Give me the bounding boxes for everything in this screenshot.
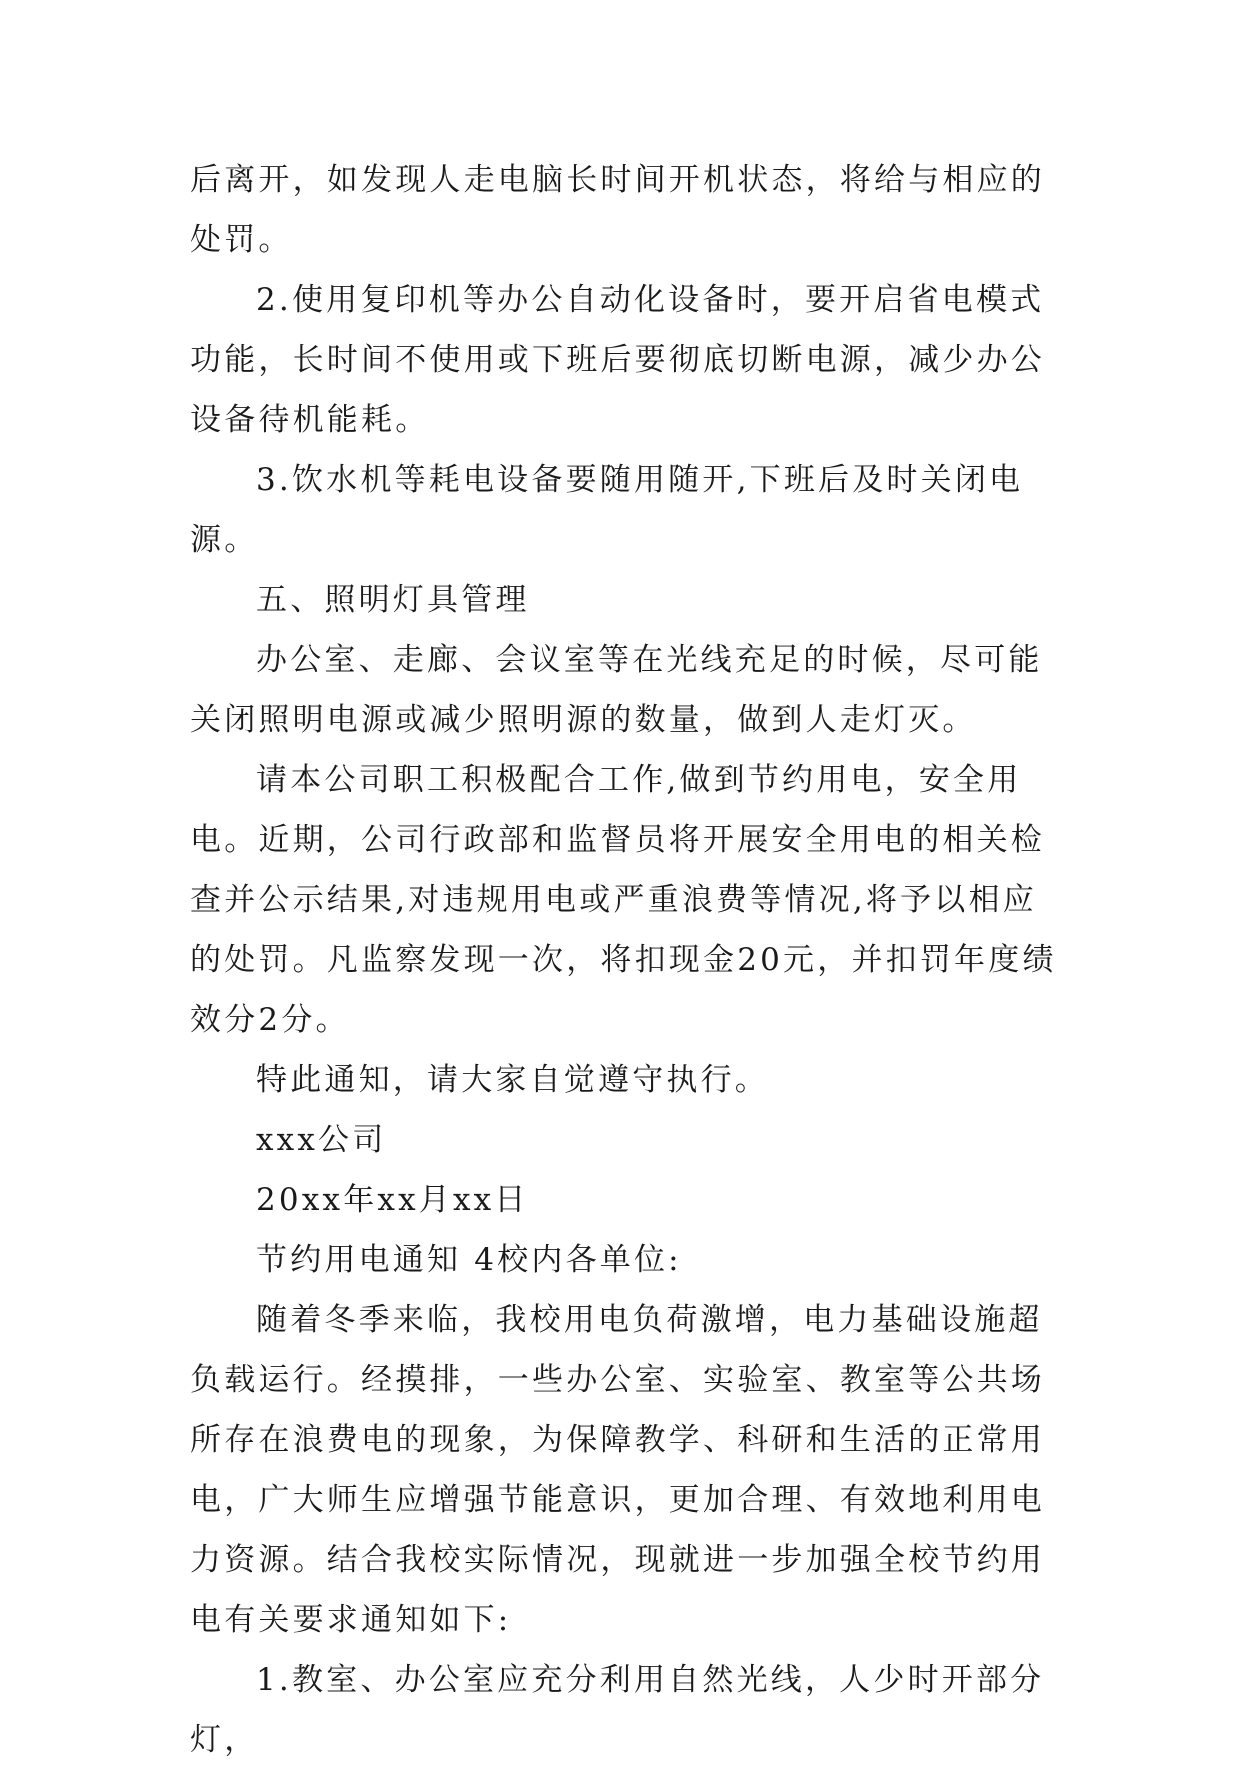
paragraph-lighting-rules: 办公室、走廊、会议室等在光线充足的时候，尽可能关闭照明电源或减少照明源的数量，做到人走灯灭。 — [190, 642, 1043, 738]
paragraph-cooperation-penalty: 请本公司职工积极配合工作,做到节约用电，安全用电。近期，公司行政部和监督员将开展安全用电的相关检查并公示结果,对违规用电或严重浪费等情况,将予以相应的处罚。凡监察发现一次，将扣现金20元，并扣罚年度绩效分2分。 — [190, 762, 1057, 1038]
document-body — [190, 150, 1070, 1770]
paragraph-school-background: 随着冬季来临，我校用电负荷激增，电力基础设施超负载运行。经摸排，一些办公室、实验室、教室等公共场所存在浪费电的现象，为保障教学、科研和生活的正常用电，广大师生应增强节能意识，更加合理、有效地利用电力资源。结合我校实际情况，现就进一步加强全校节约用电有关要求通知如下: — [190, 1302, 1045, 1638]
signature-company: xxx公司 — [256, 1122, 387, 1158]
paragraph-penalty-continuation: 后离开，如发现人走电脑长时间开机状态，将给与相应的处罚。 — [190, 162, 1045, 258]
notice-heading-school: 节约用电通知 4校内各单位: — [256, 1242, 682, 1278]
signature-date: 20xx年xx月xx日 — [256, 1182, 529, 1218]
paragraph-item-3-water-dispenser: 3.饮水机等耗电设备要随用随开,下班后及时关闭电源。 — [190, 462, 1024, 558]
paragraph-closing-notice: 特此通知，请大家自觉遵守执行。 — [256, 1062, 769, 1098]
paragraph-item-1-classroom: 1.教室、办公室应充分利用自然光线，人少时开部分灯， — [190, 1662, 1045, 1758]
paragraph-item-2-office-equipment: 2.使用复印机等办公自动化设备时，要开启省电模式功能，长时间不使用或下班后要彻底切断电源，减少办公设备待机能耗。 — [190, 282, 1045, 438]
section-heading-lighting: 五、照明灯具管理 — [256, 582, 530, 618]
